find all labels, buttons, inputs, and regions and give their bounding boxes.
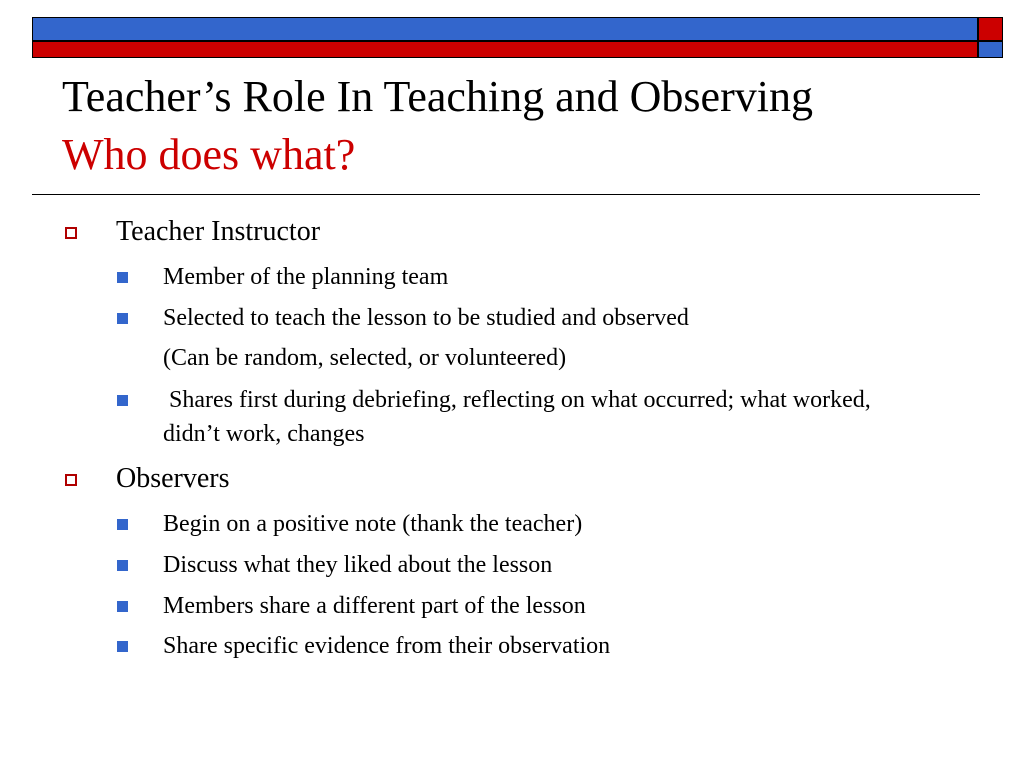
list-item-text: Selected to teach the lesson to be studied and observed: [163, 305, 689, 331]
list-item-text: Members share a different part of the lesson: [163, 593, 586, 619]
section-heading-label: Teacher Instructor: [116, 216, 321, 247]
square-bullet-icon: [117, 601, 128, 612]
slide-subtitle: Who does what?: [62, 130, 356, 179]
list-item-continuation: (Can be random, selected, or volunteered): [163, 345, 567, 371]
hollow-square-bullet-icon: [65, 474, 77, 486]
list-item-text: Shares first during debriefing, reflecting on what occurred; what worked, didn’t work, changes: [163, 387, 877, 447]
list-item-text: Begin on a positive note (thank the teacher): [163, 511, 583, 537]
hollow-square-bullet-icon: [65, 227, 77, 239]
list-item-text: Discuss what they liked about the lesson: [163, 552, 553, 578]
title-divider: [32, 194, 980, 195]
square-bullet-icon: [117, 641, 128, 652]
header-bar-red: [32, 41, 978, 58]
section-heading-label: Observers: [116, 463, 230, 494]
slide-title: Teacher’s Role In Teaching and Observing: [62, 72, 813, 121]
corner-square-red: [978, 17, 1003, 41]
list-item-text: Member of the planning team: [163, 264, 449, 290]
list-item-text: Share specific evidence from their observation: [163, 633, 611, 659]
square-bullet-icon: [117, 560, 128, 571]
square-bullet-icon: [117, 519, 128, 530]
header-bar-blue: [32, 17, 978, 41]
square-bullet-icon: [117, 313, 128, 324]
corner-square-blue: [978, 41, 1003, 58]
square-bullet-icon: [117, 272, 128, 283]
square-bullet-icon: [117, 395, 128, 406]
